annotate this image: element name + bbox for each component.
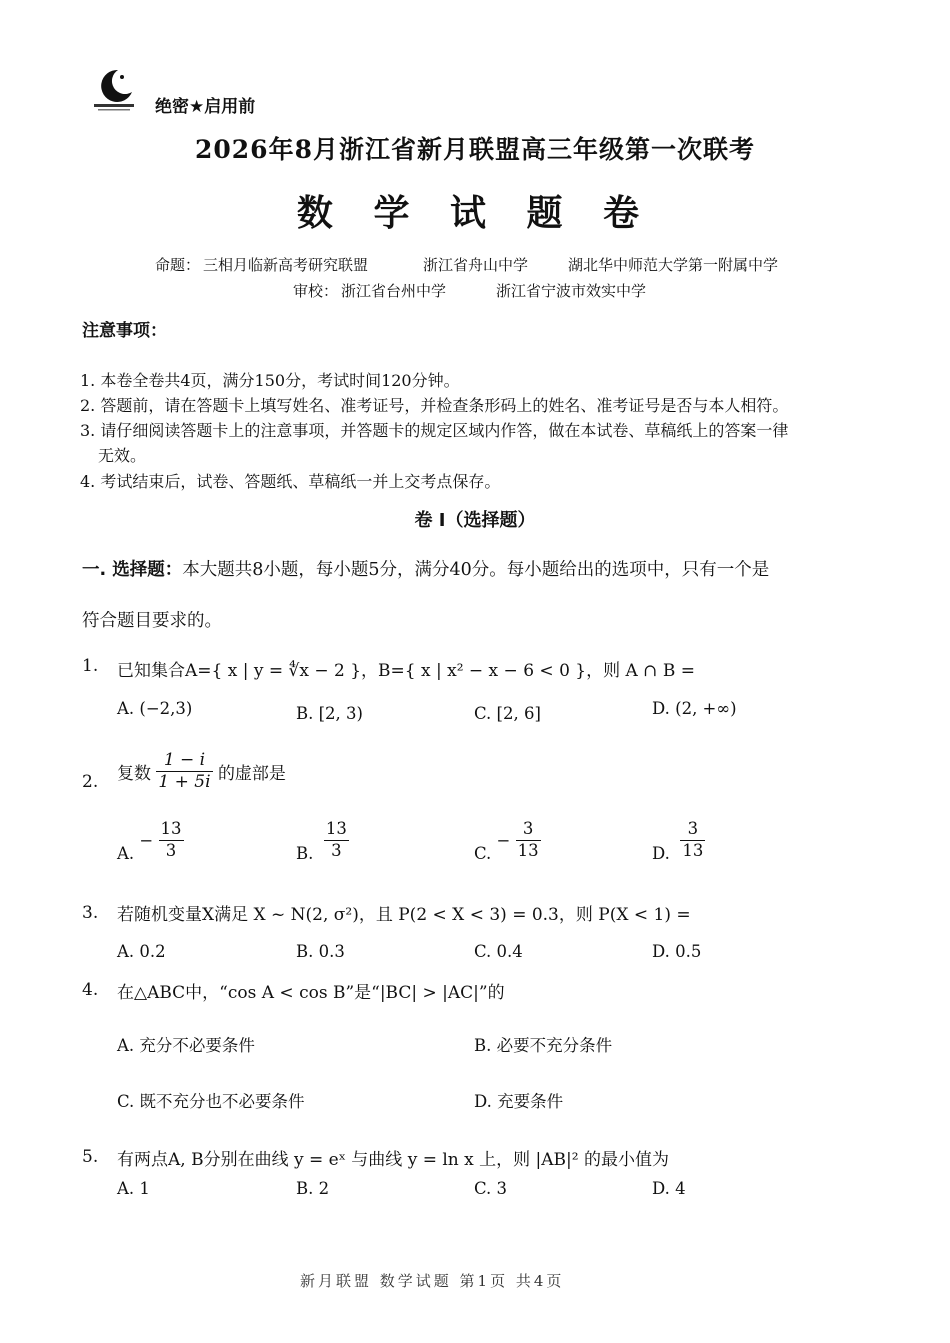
credits-mingti-1: 三相月临新高考研究联盟	[203, 256, 369, 274]
section-intro	[82, 556, 769, 581]
option-c: C. 3	[474, 1179, 508, 1198]
page-footer: 新月联盟 数学试题 第1页 共4页	[300, 1272, 565, 1290]
option-letter: D.	[652, 844, 670, 863]
question-stem: 有两点A, B分别在曲线 y = eˣ 与曲线 y = ln x 上，则 |AB|² 的最小值为	[117, 1150, 669, 1170]
section-intro-cont: 符合题目要求的。	[82, 611, 222, 631]
fraction	[324, 819, 349, 861]
fraction-numerator: 3	[516, 819, 541, 841]
option-letter: C.	[474, 844, 492, 863]
fraction	[159, 819, 184, 861]
option-c: C. [2, 6]	[474, 704, 541, 723]
option-letter: B.	[296, 844, 314, 863]
fraction-numerator: 3	[680, 819, 705, 841]
fraction-numerator: 13	[324, 819, 349, 841]
option-a: A. 0.2	[117, 942, 166, 961]
fraction-denominator: 13	[682, 841, 704, 860]
fraction-denominator: 13	[517, 841, 539, 860]
question-number: 1.	[82, 656, 99, 676]
option-d	[652, 818, 705, 863]
option-c: C. 既不充分也不必要条件	[117, 1092, 305, 1111]
question-stem: 在△ABC中，“cos A < cos B”是“|BC| > |AC|”的	[117, 983, 505, 1003]
credits-mingti-3: 湖北华中师范大学第一附属中学	[568, 256, 779, 274]
option-b: B. [2, 3)	[296, 704, 363, 723]
option-b: B. 必要不充分条件	[474, 1036, 613, 1055]
credits-shenxiao-1: 浙江省台州中学	[341, 282, 447, 300]
fraction-numerator: 13	[159, 819, 184, 841]
fraction	[680, 819, 705, 861]
fraction-denominator: 3	[331, 841, 342, 860]
exam-title: 2026年8月浙江省新月联盟高三年级第一次联考	[195, 135, 755, 164]
notice-item: 4. 考试结束后，试卷、答题纸、草稿纸一并上交考点保存。	[80, 472, 501, 491]
option-a: A. (−2,3)	[117, 699, 193, 718]
section-intro-text: 本大题共8小题，每小题5分，满分40分。每小题给出的选项中，只有一个是	[182, 560, 770, 580]
crescent-moon-logo-icon	[92, 66, 136, 114]
option-sign: −	[496, 831, 511, 850]
fraction-denominator: 1 + 5i	[158, 772, 211, 793]
option-d: D. 4	[652, 1179, 686, 1198]
question-number: 2.	[82, 772, 99, 792]
credits-shenxiao-2: 浙江省宁波市效实中学	[496, 282, 647, 300]
notice-item: 2. 答题前，请在答题卡上填写姓名、准考证号，并检查条形码上的姓名、准考证号是否与本人相符。	[80, 396, 789, 415]
fraction-denominator: 3	[165, 841, 177, 860]
question-number: 4.	[82, 980, 99, 1000]
question-stem: 若随机变量X满足 X ~ N(2, σ²)，且 P(2 < X < 3) = 0.3，则 P(X < 1) =	[117, 905, 691, 925]
section-intro-label: 一. 选择题：	[82, 560, 183, 580]
option-c: C. 0.4	[474, 942, 523, 961]
question-stem: 已知集合A={ x | y = ∜x − 2 }，B={ x | x² − x − 6 < 0 }，则 A ∩ B =	[117, 661, 695, 681]
question-number: 5.	[82, 1147, 99, 1167]
credits-shenxiao-label: 审校：	[293, 282, 339, 300]
option-a: A. 1	[117, 1179, 150, 1198]
option-c	[474, 818, 541, 863]
option-d: D. 0.5	[652, 942, 702, 961]
option-sign: −	[139, 831, 154, 850]
question-number: 3.	[82, 903, 99, 923]
confidential-label: 绝密★启用前	[155, 97, 256, 117]
option-letter: A.	[117, 844, 135, 863]
option-b	[296, 818, 349, 863]
fraction	[516, 819, 541, 861]
credits-mingti-label: 命题：	[155, 256, 201, 274]
option-d: D. (2, +∞)	[652, 699, 737, 718]
section-title: 卷 I（选择题）	[414, 510, 536, 531]
notice-item: 1. 本卷全卷共4页，满分150分，考试时间120分钟。	[80, 371, 460, 390]
paper-title: 数 学 试 题 卷	[296, 192, 654, 234]
notice-item: 无效。	[98, 446, 147, 465]
option-a: A. 充分不必要条件	[117, 1036, 255, 1055]
option-b: B. 0.3	[296, 942, 345, 961]
question-stem	[117, 750, 286, 794]
option-b: B. 2	[296, 1179, 330, 1198]
option-d: D. 充要条件	[474, 1092, 564, 1111]
fraction-numerator: 1 − i	[156, 750, 212, 772]
stem-text: 复数	[117, 764, 151, 785]
fraction	[156, 750, 212, 794]
notice-item: 3. 请仔细阅读答题卡上的注意事项，并答题卡的规定区域内作答，做在本试卷、草稿纸上的答案一律	[80, 421, 789, 440]
option-a	[117, 818, 184, 863]
notice-heading: 注意事项：	[82, 321, 167, 341]
credits-mingti-2: 浙江省舟山中学	[423, 256, 529, 274]
stem-text: 的虚部是	[217, 764, 286, 785]
